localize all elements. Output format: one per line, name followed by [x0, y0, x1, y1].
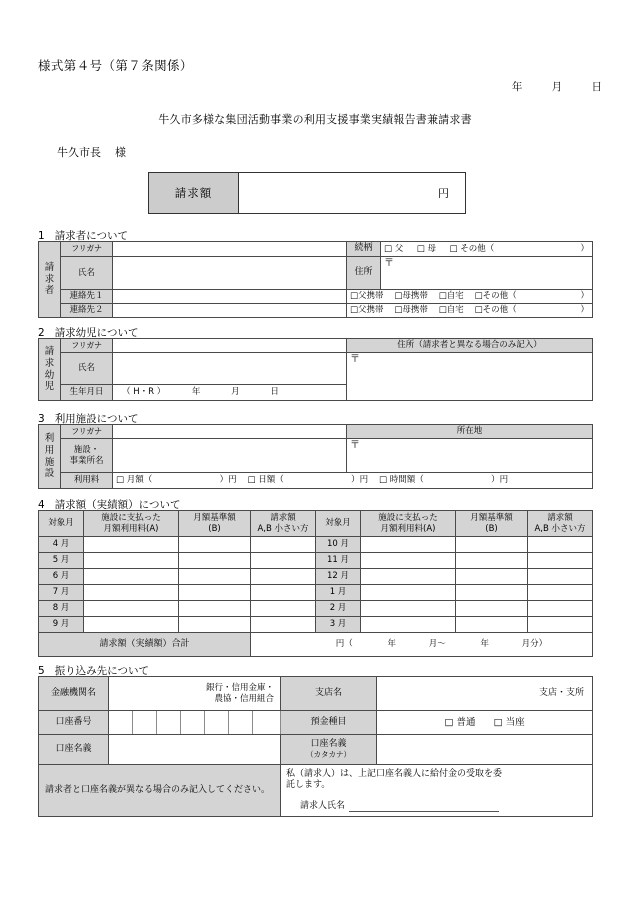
- fee-option-daily-close: ）円: [351, 475, 369, 486]
- paid-input-left[interactable]: [84, 601, 179, 617]
- col-header-paid-right-line1: 施設に支払った: [378, 512, 438, 523]
- checkbox-current-icon[interactable]: □: [493, 716, 503, 728]
- section4-table: [38, 510, 593, 657]
- section5-table: [38, 676, 593, 817]
- paid-input-left[interactable]: [84, 569, 179, 585]
- applicant-address-label: 住所: [347, 257, 381, 290]
- paid-input-right[interactable]: [361, 569, 456, 585]
- pledge-line2: 託します。: [286, 780, 331, 790]
- fee-option-monthly: 月額（: [126, 475, 153, 486]
- section1-number: 1: [38, 230, 45, 242]
- base-input-left[interactable]: [179, 617, 251, 633]
- col-header-claim-left: [251, 511, 316, 537]
- applicant-contact2-label: 連絡先２: [61, 304, 113, 318]
- claim-input-right[interactable]: [528, 585, 593, 601]
- month-cell-left: 4 月: [39, 537, 84, 553]
- child-birth-day: 日: [270, 387, 279, 398]
- col-header-claim-left-line2: A,B 小さい方: [257, 523, 309, 534]
- postal-mark-icon: 〒: [384, 258, 394, 269]
- applicant-furigana-label: フリガナ: [61, 242, 113, 257]
- relation-option-other: その他（: [460, 243, 495, 254]
- claim-amount-box: [148, 172, 466, 214]
- addressee: [57, 144, 126, 160]
- col-header-paid-right-line2: 月額利用料(A): [380, 523, 436, 534]
- applicant-contact2-input[interactable]: [113, 304, 347, 318]
- total-to-year: 年: [480, 639, 489, 650]
- total-to-month: 月分）: [521, 639, 548, 650]
- total-row: [39, 633, 593, 657]
- claim-input-left[interactable]: [251, 537, 316, 553]
- paid-input-right[interactable]: [361, 601, 456, 617]
- col-header-paid-left-line1: 施設に支払った: [101, 512, 161, 523]
- checkbox-contact1-mother-mobile-icon[interactable]: □: [394, 291, 403, 302]
- base-input-right[interactable]: [456, 617, 528, 633]
- contact2-options[interactable]: [347, 304, 593, 318]
- checkbox-contact2-home-icon[interactable]: □: [438, 305, 447, 316]
- facility-name-input[interactable]: [113, 439, 347, 473]
- fee-option-monthly-close: ）円: [219, 475, 237, 486]
- col-header-claim-right-line2: A,B 小さい方: [534, 523, 586, 534]
- relation-option-other-close: ）: [580, 243, 589, 254]
- contact2-option-father-mobile: 父携帯: [358, 305, 384, 316]
- branch-name-input[interactable]: [377, 677, 593, 711]
- col-header-base-right: [456, 511, 528, 537]
- applicant-furigana-input[interactable]: [113, 242, 347, 257]
- section4-number: 4: [38, 499, 45, 511]
- facility-furigana-label: フリガナ: [61, 425, 113, 439]
- checkbox-contact1-other-icon[interactable]: □: [474, 291, 483, 302]
- bank-kinds-line1: 銀行・信用金庫・: [206, 682, 275, 693]
- total-period-input[interactable]: [251, 633, 593, 657]
- applicant-contact1-input[interactable]: [113, 290, 347, 304]
- applicant-address-input[interactable]: [381, 257, 593, 290]
- account-holder-kana-label-sub: （カタカナ）: [306, 750, 352, 760]
- section5-number: 5: [38, 665, 45, 677]
- section3-vertical-label: 利 用 施 設: [39, 425, 61, 489]
- checkbox-contact1-home-icon[interactable]: □: [438, 291, 447, 302]
- contact1-option-home: 自宅: [446, 291, 464, 302]
- paid-input-right[interactable]: [361, 553, 456, 569]
- account-holder-kana-input[interactable]: [377, 735, 593, 765]
- month-cell-right: 10 月: [316, 537, 361, 553]
- table-row: [39, 553, 593, 569]
- checkbox-father-icon[interactable]: □: [384, 243, 393, 254]
- child-furigana-label: フリガナ: [61, 339, 113, 353]
- claim-amount-unit: 円: [438, 187, 449, 200]
- claim-input-left[interactable]: [251, 585, 316, 601]
- section1-vertical-label: 請 求 者: [39, 242, 61, 318]
- fee-option-daily: 日額（: [258, 475, 284, 486]
- date-line: [512, 79, 602, 94]
- child-birth-month: 月: [231, 387, 240, 398]
- bank-name-input[interactable]: [109, 677, 281, 711]
- account-digit-cell[interactable]: [253, 711, 281, 735]
- child-birth-era: （ H・R ）: [122, 387, 166, 398]
- base-input-right[interactable]: [456, 553, 528, 569]
- bank-kinds-line2: 農協・信用組合: [214, 693, 275, 704]
- total-from-month: 月～: [428, 639, 446, 650]
- col-header-base-left-line1: 月額基準額: [193, 512, 236, 523]
- checkbox-hourly-fee-icon[interactable]: □: [378, 475, 387, 486]
- child-address-input[interactable]: [347, 353, 593, 401]
- account-number-label: 口座番号: [39, 711, 109, 735]
- claim-amount-label: 請求額: [149, 173, 239, 213]
- contact1-option-mother-mobile: 母携帯: [402, 291, 428, 302]
- fee-option-hourly-close: ）円: [491, 475, 509, 486]
- col-header-paid-right: [361, 511, 456, 537]
- checkbox-contact2-other-icon[interactable]: □: [474, 305, 483, 316]
- contact1-option-father-mobile: 父携帯: [358, 291, 384, 302]
- paid-input-right[interactable]: [361, 537, 456, 553]
- contact2-option-mother-mobile: 母携帯: [402, 305, 428, 316]
- account-digit-cell[interactable]: [133, 711, 157, 735]
- base-input-right[interactable]: [456, 537, 528, 553]
- document-title: 牛久市多様な集団活動事業の利用支援事業実績報告書兼請求書: [158, 113, 472, 126]
- delegation-statement: [281, 765, 593, 817]
- account-digit-cell[interactable]: [157, 711, 181, 735]
- paid-input-left[interactable]: [84, 585, 179, 601]
- claim-input-left[interactable]: [251, 601, 316, 617]
- child-address-header: 住所（請求者と異なる場合のみ記入）: [347, 339, 593, 353]
- claim-input-left[interactable]: [251, 553, 316, 569]
- total-from-year: 年: [387, 639, 397, 650]
- facility-location-header: 所在地: [347, 425, 593, 439]
- section1-title: 請求者について: [54, 230, 128, 242]
- signature-input[interactable]: [349, 800, 499, 812]
- section4-title: 請求額（実績額）について: [54, 499, 181, 511]
- contact2-option-home: 自宅: [446, 305, 464, 316]
- month-cell-left: 8 月: [39, 601, 84, 617]
- col-header-month-right: 対象月: [316, 511, 361, 537]
- date-day-label: 日: [591, 81, 602, 93]
- checkbox-contact2-father-mobile-icon[interactable]: □: [350, 305, 359, 316]
- month-cell-left: 5 月: [39, 553, 84, 569]
- checkbox-ordinary-icon[interactable]: □: [444, 716, 454, 728]
- base-input-right[interactable]: [456, 569, 528, 585]
- checkbox-other-icon[interactable]: □: [449, 243, 458, 254]
- base-input-right[interactable]: [456, 585, 528, 601]
- addressee-name: 牛久市長: [57, 146, 101, 159]
- addressee-honorific: 様: [115, 146, 126, 159]
- deposit-option-current: 当座: [505, 716, 525, 728]
- child-birth-input[interactable]: [113, 385, 347, 401]
- month-cell-right: 1 月: [316, 585, 361, 601]
- section3-table: [38, 424, 593, 489]
- claim-input-right[interactable]: [528, 537, 593, 553]
- signature-label: 請求人氏名: [300, 801, 346, 811]
- base-input-left[interactable]: [179, 601, 251, 617]
- account-holder-label: 口座名義: [39, 735, 109, 765]
- applicant-name-label: 氏名: [61, 257, 113, 290]
- table-row: [39, 569, 593, 585]
- checkbox-daily-fee-icon[interactable]: □: [247, 475, 256, 486]
- deposit-type-label: 預金種目: [281, 711, 377, 735]
- col-header-claim-right-line1: 請求額: [547, 512, 573, 523]
- account-holder-input[interactable]: [109, 735, 281, 765]
- table-row: [39, 585, 593, 601]
- section2-table: [38, 338, 593, 401]
- base-input-left[interactable]: [179, 585, 251, 601]
- account-digit-cell[interactable]: [181, 711, 205, 735]
- branch-name-label: 支店名: [281, 677, 377, 711]
- child-postal-mark-icon: 〒: [350, 354, 360, 365]
- facility-fee-options[interactable]: [113, 473, 593, 489]
- facility-location-input[interactable]: [347, 439, 593, 473]
- base-input-left[interactable]: [179, 553, 251, 569]
- checkbox-contact1-father-mobile-icon[interactable]: □: [350, 291, 359, 302]
- relation-options[interactable]: [381, 242, 593, 257]
- col-header-base-right-line2: (B): [485, 523, 498, 534]
- base-input-left[interactable]: [179, 569, 251, 585]
- account-digit-cell[interactable]: [109, 711, 133, 735]
- claim-input-right[interactable]: [528, 617, 593, 633]
- facility-name-label-line1: 施設・: [73, 444, 100, 455]
- col-header-claim-right: [528, 511, 593, 537]
- total-unit: 円（: [335, 639, 353, 650]
- table-row: [39, 601, 593, 617]
- month-cell-left: 9 月: [39, 617, 84, 633]
- checkbox-monthly-fee-icon[interactable]: □: [116, 475, 125, 486]
- base-input-right[interactable]: [456, 601, 528, 617]
- relation-option-mother: 母: [427, 243, 437, 254]
- paid-input-left[interactable]: [84, 617, 179, 633]
- paid-input-left[interactable]: [84, 553, 179, 569]
- relation-label: 続柄: [347, 242, 381, 257]
- facility-fee-label: 利用料: [61, 473, 113, 489]
- account-holder-kana-label: [281, 735, 377, 765]
- date-month-label: 月: [551, 81, 563, 93]
- contact1-option-other: その他（: [482, 291, 517, 302]
- month-cell-right: 2 月: [316, 601, 361, 617]
- table-row: [39, 537, 593, 553]
- child-birth-label: 生年月日: [61, 385, 113, 401]
- claim-amount-input[interactable]: [239, 173, 465, 213]
- col-header-paid-left: [84, 511, 179, 537]
- month-cell-right: 3 月: [316, 617, 361, 633]
- section2-title: 請求幼児について: [54, 327, 139, 339]
- paid-input-left[interactable]: [84, 537, 179, 553]
- facility-name-label: [61, 439, 113, 473]
- col-header-base-right-line1: 月額基準額: [470, 512, 513, 523]
- paid-input-right[interactable]: [361, 617, 456, 633]
- facility-name-label-line2: 事業所名: [69, 455, 104, 466]
- section1-table: [38, 241, 593, 318]
- claim-input-right[interactable]: [528, 569, 593, 585]
- child-name-label: 氏名: [61, 353, 113, 385]
- bank-name-label: 金融機関名: [39, 677, 109, 711]
- contact2-option-other-close: ）: [580, 305, 589, 316]
- paid-input-right[interactable]: [361, 585, 456, 601]
- contact1-option-other-close: ）: [580, 291, 589, 302]
- month-cell-left: 7 月: [39, 585, 84, 601]
- claim-input-right[interactable]: [528, 553, 593, 569]
- claim-input-left[interactable]: [251, 617, 316, 633]
- section3-number: 3: [38, 413, 45, 425]
- signature-row: [300, 800, 587, 812]
- facility-furigana-input[interactable]: [113, 425, 347, 439]
- month-cell-right: 11 月: [316, 553, 361, 569]
- child-birth-year: 年: [191, 387, 201, 398]
- contact2-option-other: その他（: [482, 305, 517, 316]
- child-name-input[interactable]: [113, 353, 347, 385]
- section3-title: 利用施設について: [54, 413, 139, 425]
- col-header-month-left: 対象月: [39, 511, 84, 537]
- relation-option-father: 父: [394, 243, 404, 254]
- fee-option-hourly: 時間額（: [389, 475, 424, 486]
- total-label: 請求額（実績額）合計: [39, 633, 251, 657]
- holder-mismatch-note: 請求者と口座名義が異なる場合のみ記入してください。: [39, 765, 281, 817]
- col-header-claim-left-line1: 請求額: [270, 512, 296, 523]
- account-holder-kana-label-main: 口座名義: [310, 739, 347, 750]
- deposit-option-ordinary: 普通: [456, 716, 476, 728]
- facility-postal-mark-icon: 〒: [350, 440, 360, 451]
- col-header-paid-left-line2: 月額利用料(A): [103, 523, 159, 534]
- date-year-label: 年: [511, 81, 523, 93]
- table-row: [39, 617, 593, 633]
- branch-kinds: 支店・支所: [539, 687, 585, 698]
- section2-vertical-label: 請 求 幼 児: [39, 339, 61, 401]
- form-number: 様式第４号（第７条関係）: [38, 58, 193, 73]
- claim-input-right[interactable]: [528, 601, 593, 617]
- col-header-base-left: [179, 511, 251, 537]
- month-cell-right: 12 月: [316, 569, 361, 585]
- section2-number: 2: [38, 327, 45, 339]
- section5-title: 振り込み先について: [54, 665, 149, 677]
- checkbox-mother-icon[interactable]: □: [416, 243, 425, 254]
- applicant-contact1-label: 連絡先１: [61, 290, 113, 304]
- claim-input-left[interactable]: [251, 569, 316, 585]
- account-digit-cell[interactable]: [205, 711, 229, 735]
- deposit-type-options[interactable]: [377, 711, 593, 735]
- applicant-name-input[interactable]: [113, 257, 347, 290]
- pledge-line1: 私（請求人）は、上記口座名義人に給付金の受取を委: [286, 768, 503, 779]
- checkbox-contact2-mother-mobile-icon[interactable]: □: [394, 305, 403, 316]
- col-header-base-left-line2: (B): [208, 523, 221, 534]
- contact1-options[interactable]: [347, 290, 593, 304]
- child-furigana-input[interactable]: [113, 339, 347, 353]
- account-digit-cell[interactable]: [229, 711, 253, 735]
- month-cell-left: 6 月: [39, 569, 84, 585]
- base-input-left[interactable]: [179, 537, 251, 553]
